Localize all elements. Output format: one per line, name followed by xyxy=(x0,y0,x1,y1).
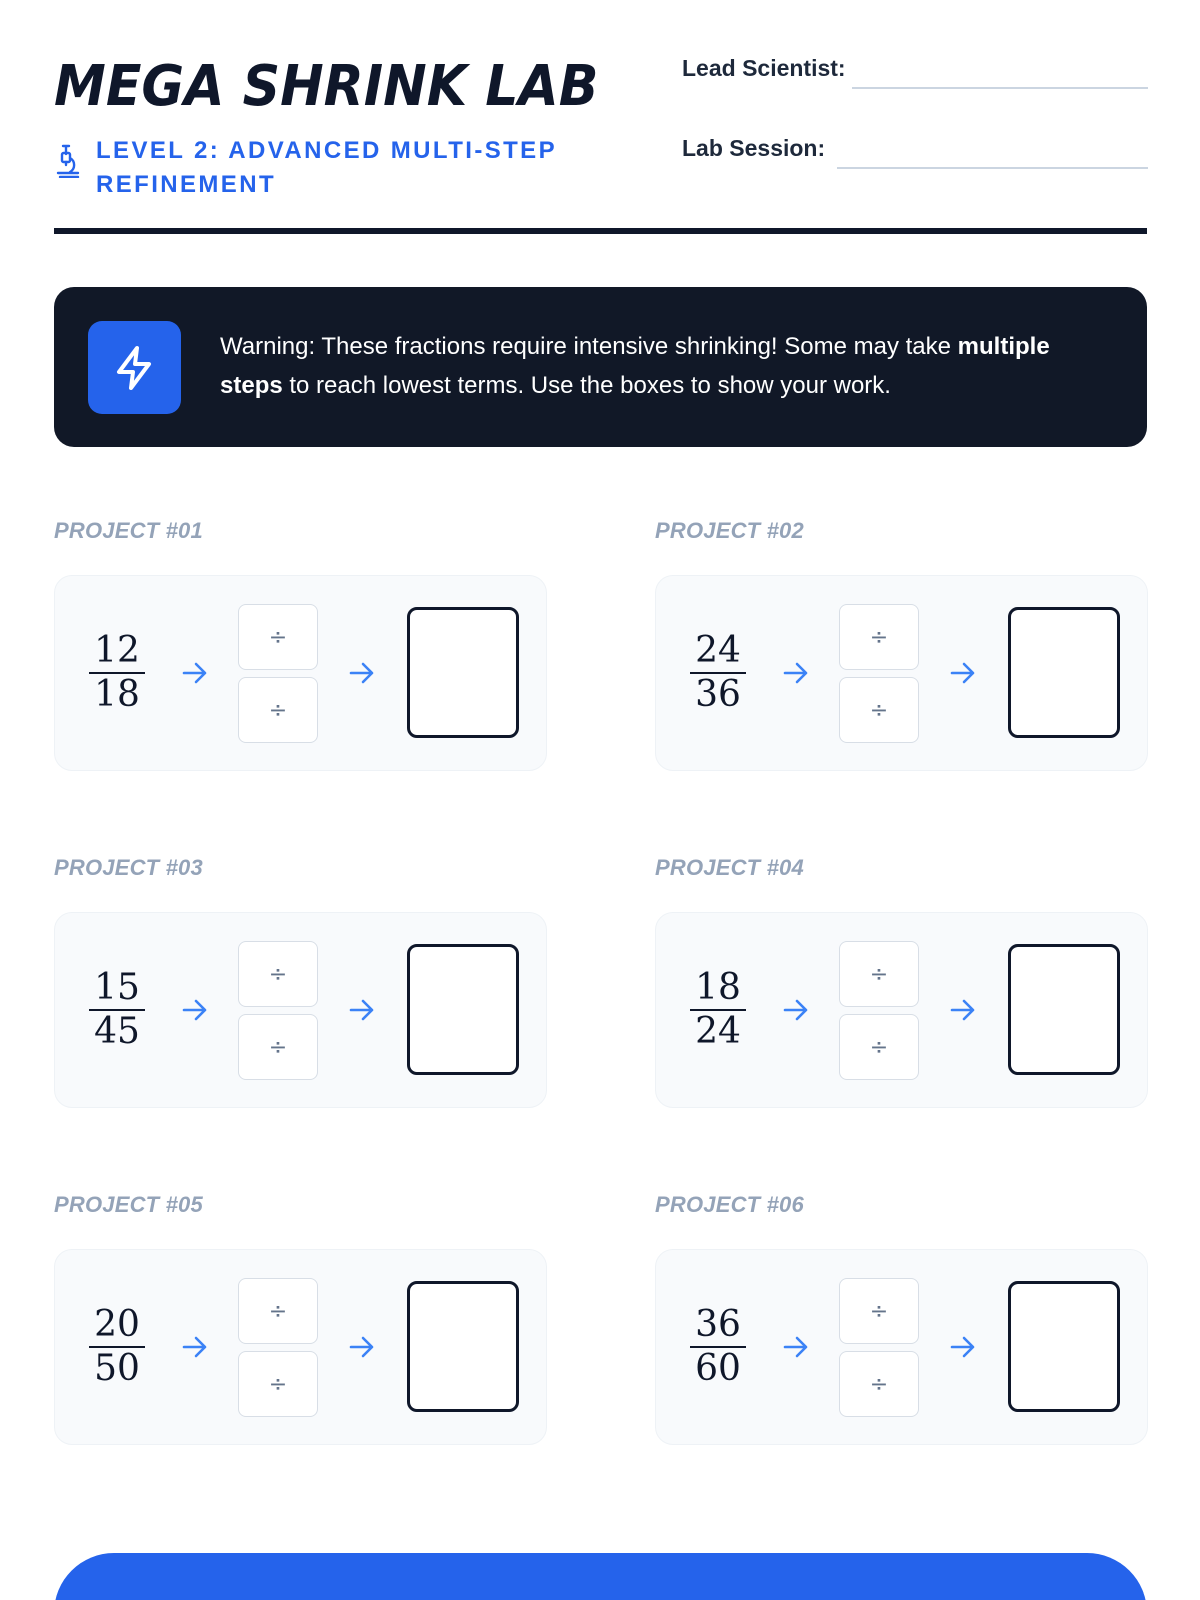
division-symbol: ÷ xyxy=(268,624,288,650)
arrow-right-icon xyxy=(949,1333,977,1361)
answer-box[interactable] xyxy=(407,944,519,1075)
fraction-numerator: 24 xyxy=(695,630,741,671)
fraction xyxy=(89,630,145,716)
division-symbol: ÷ xyxy=(869,961,889,987)
answer-box[interactable] xyxy=(1008,607,1120,738)
arrow-right-icon xyxy=(782,659,810,687)
warning-text-bold: multiple steps xyxy=(220,333,1050,399)
worksheet-header xyxy=(54,48,1147,234)
fraction-numerator: 12 xyxy=(94,630,140,671)
project-card xyxy=(655,1249,1148,1445)
arrow-right-icon xyxy=(348,1333,376,1361)
lead-scientist-field xyxy=(682,52,1148,85)
answer-box[interactable] xyxy=(1008,944,1120,1075)
lab-session-field xyxy=(682,132,1148,165)
fraction-denominator: 60 xyxy=(695,1348,741,1389)
microscope-icon xyxy=(54,142,82,178)
arrow-right-icon xyxy=(348,659,376,687)
project-label: PROJECT #01 xyxy=(54,518,203,543)
fraction-numerator: 20 xyxy=(94,1304,140,1345)
division-symbol: ÷ xyxy=(268,1298,288,1324)
footer-bar xyxy=(54,1553,1147,1600)
fraction-numerator: 15 xyxy=(94,967,140,1008)
division-symbol: ÷ xyxy=(268,1371,288,1397)
fraction-denominator: 45 xyxy=(94,1011,140,1052)
fraction xyxy=(89,1304,145,1390)
project-label: PROJECT #02 xyxy=(655,518,804,543)
arrow-right-icon xyxy=(782,1333,810,1361)
arrow-right-icon xyxy=(949,659,977,687)
arrow-right-icon xyxy=(181,659,209,687)
project-label: PROJECT #04 xyxy=(655,855,804,880)
project-label: PROJECT #03 xyxy=(54,855,203,880)
arrow-right-icon xyxy=(181,1333,209,1361)
division-symbol: ÷ xyxy=(268,961,288,987)
lightning-bolt-icon xyxy=(88,321,181,414)
divide-step-top-box[interactable] xyxy=(839,604,919,670)
fraction-denominator: 24 xyxy=(695,1011,741,1052)
division-symbol: ÷ xyxy=(869,697,889,723)
divide-step-bottom-box[interactable] xyxy=(839,1014,919,1080)
warning-banner xyxy=(54,287,1147,447)
project-card xyxy=(54,1249,547,1445)
division-symbol: ÷ xyxy=(268,697,288,723)
project-card xyxy=(655,575,1148,771)
lab-session-label: Lab Session: xyxy=(682,135,826,161)
arrow-right-icon xyxy=(949,996,977,1024)
project-label: PROJECT #05 xyxy=(54,1192,203,1217)
lead-scientist-label: Lead Scientist: xyxy=(682,55,846,81)
division-symbol: ÷ xyxy=(869,1371,889,1397)
answer-box[interactable] xyxy=(1008,1281,1120,1412)
project-label: PROJECT #06 xyxy=(655,1192,804,1217)
fraction-denominator: 18 xyxy=(94,674,140,715)
divide-step-bottom-box[interactable] xyxy=(839,677,919,743)
fraction-numerator: 36 xyxy=(695,1304,741,1345)
divide-step-bottom-box[interactable] xyxy=(238,1351,318,1417)
division-symbol: ÷ xyxy=(869,1034,889,1060)
divide-step-top-box[interactable] xyxy=(839,1278,919,1344)
divide-step-top-box[interactable] xyxy=(238,604,318,670)
warning-message xyxy=(220,327,1100,405)
answer-box[interactable] xyxy=(407,607,519,738)
subtitle xyxy=(54,134,566,202)
fraction xyxy=(690,630,746,716)
fraction xyxy=(89,967,145,1053)
subtitle-text: LEVEL 2: ADVANCED MULTI-STEP REFINEMENT xyxy=(96,137,557,198)
warning-text-after: to reach lowest terms. Use the boxes to show your work. xyxy=(282,372,891,399)
fraction-denominator: 50 xyxy=(94,1348,140,1389)
divide-step-top-box[interactable] xyxy=(839,941,919,1007)
divide-step-bottom-box[interactable] xyxy=(839,1351,919,1417)
fraction-numerator: 18 xyxy=(695,967,741,1008)
division-symbol: ÷ xyxy=(869,624,889,650)
warning-text-before: Warning: These fractions require intensive shrinking! Some may take xyxy=(220,333,958,360)
project-card xyxy=(54,575,547,771)
fraction xyxy=(690,1304,746,1390)
lead-scientist-input-line[interactable] xyxy=(852,87,1148,89)
arrow-right-icon xyxy=(348,996,376,1024)
divide-step-top-box[interactable] xyxy=(238,1278,318,1344)
divide-step-bottom-box[interactable] xyxy=(238,1014,318,1080)
fraction-denominator: 36 xyxy=(695,674,741,715)
lab-session-input-line[interactable] xyxy=(837,167,1148,169)
arrow-right-icon xyxy=(782,996,810,1024)
arrow-right-icon xyxy=(181,996,209,1024)
answer-box[interactable] xyxy=(407,1281,519,1412)
project-card xyxy=(655,912,1148,1108)
divide-step-bottom-box[interactable] xyxy=(238,677,318,743)
page-title: MEGA SHRINK LAB xyxy=(54,54,599,119)
project-card xyxy=(54,912,547,1108)
fraction xyxy=(690,967,746,1053)
divide-step-top-box[interactable] xyxy=(238,941,318,1007)
division-symbol: ÷ xyxy=(268,1034,288,1060)
division-symbol: ÷ xyxy=(869,1298,889,1324)
